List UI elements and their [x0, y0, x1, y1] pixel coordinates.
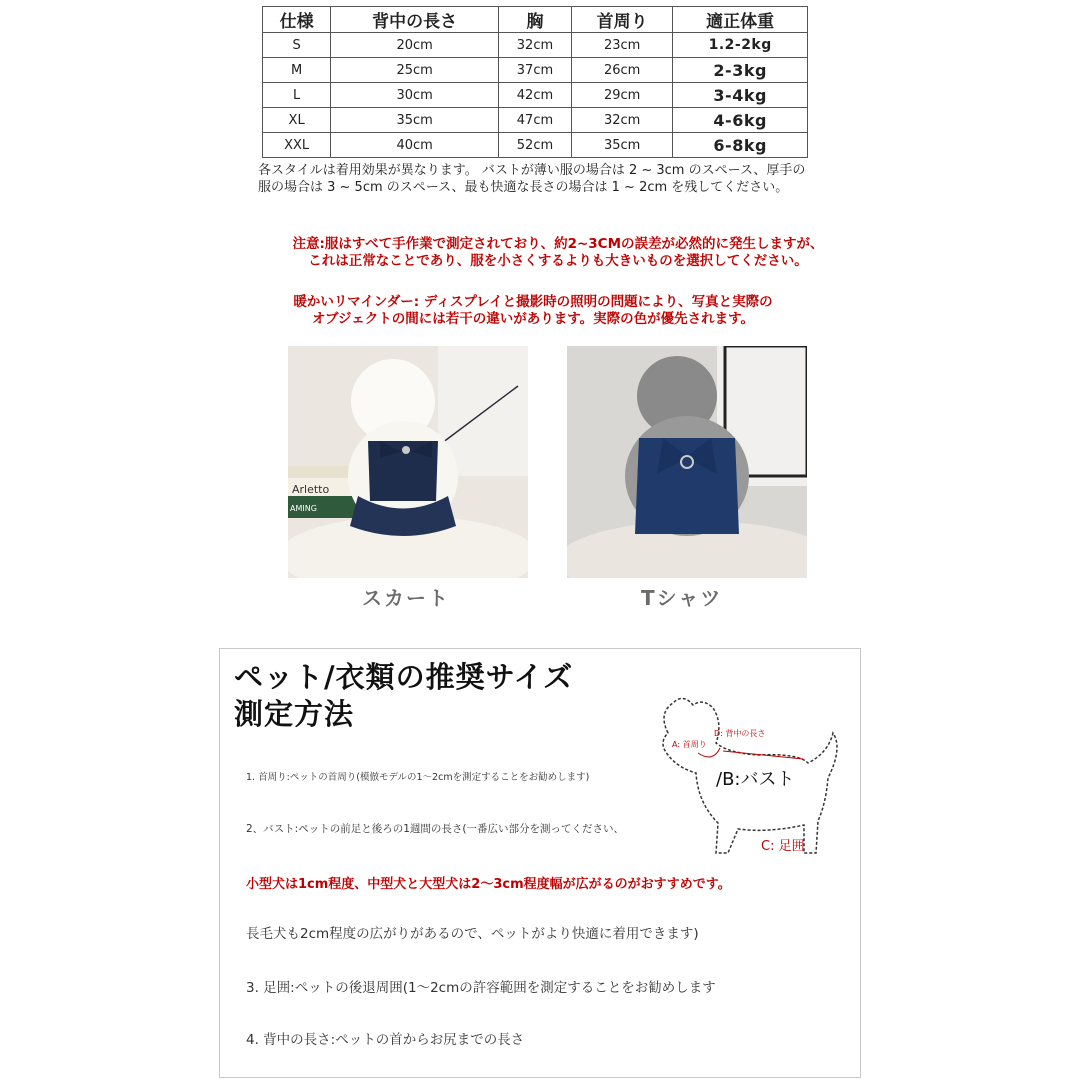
cell-weight: 6-8kg: [673, 133, 808, 158]
cell-weight: 2-3kg: [673, 58, 808, 83]
fit-note: 各スタイルは着用効果が異なります。 バストが薄い服の場合は 2 ~ 3cm のスペース、厚手の服の場合は 3 ~ 5cm のスペース、最も快適な長さの場合は 1 ~ 2cm を残してください。: [258, 163, 806, 195]
tshirt-photo: [567, 346, 807, 578]
cell-neck: 32cm: [571, 108, 672, 133]
guide-line-dog-size: 小型犬は1cm程度、中型犬と大型犬は2～3cm程度幅が広がるのがおすすめです。: [246, 877, 731, 892]
skirt-dog-illustration: [288, 346, 528, 578]
table-row: [263, 133, 808, 158]
handmade-warning-line: これは正常なことであり、服を小さくするよりも大きいものを選択してください。: [308, 253, 808, 269]
cell-neck: 26cm: [571, 58, 672, 83]
diagram-label-leg: C: 足囲: [761, 839, 805, 854]
cell-neck: 35cm: [571, 133, 672, 158]
tshirt-dog-illustration: [567, 346, 807, 578]
book-title-text: Arletto: [292, 483, 330, 496]
cell-weight: 3-4kg: [673, 83, 808, 108]
cell-size: L: [263, 83, 331, 108]
cell-size: XL: [263, 108, 331, 133]
table-row: [263, 83, 808, 108]
cell-back: 40cm: [331, 133, 499, 158]
guide-line-back: 4. 背中の長さ:ペットの首からお尻までの長さ: [246, 1032, 525, 1048]
cell-size: M: [263, 58, 331, 83]
table-row: [263, 108, 808, 133]
diagram-label-bust: /B:バスト: [716, 769, 795, 790]
handmade-warning: [248, 236, 868, 270]
cell-back: 35cm: [331, 108, 499, 133]
guide-line-neck: 1. 首周り:ペットの首周り(模倣モデルの1～2cmを測定することをお勧めします): [246, 772, 590, 783]
size-table: [262, 6, 808, 158]
handmade-warning-line: 注意:服はすべて手作業で測定されており、約2~3CMの誤差が必然的に発生しますが、: [292, 236, 824, 252]
guide-line-long-hair: 長毛犬も2cm程度の広がりがあるので、ペットがより快適に着用できます): [246, 926, 699, 942]
cell-back: 30cm: [331, 83, 499, 108]
diagram-label-neck: A: 首周り: [672, 740, 707, 749]
header-size: 仕様: [263, 7, 331, 33]
header-back-length: 背中の長さ: [331, 7, 499, 33]
color-reminder-line: 暖かいリマインダー: ディスプレイと撮影時の照明の問題により、写真と実際の: [293, 294, 773, 310]
diagram-label-back: D: 背中の長さ: [714, 729, 766, 738]
header-neck: 首周り: [571, 7, 672, 33]
cell-chest: 52cm: [499, 133, 572, 158]
measurement-guide: [219, 648, 861, 1078]
size-table-header: [263, 7, 808, 33]
guide-line-leg: 3. 足囲:ペットの後退周囲(1～2cmの許容範囲を測定することをお勧めします: [246, 980, 716, 996]
header-weight: 適正体重: [673, 7, 808, 33]
cell-neck: 23cm: [571, 33, 672, 58]
table-row: [263, 33, 808, 58]
table-row: [263, 58, 808, 83]
color-reminder-line: オブジェクトの間には若干の違いがあります。実際の色が優先されます。: [311, 311, 755, 327]
color-reminder: [248, 294, 818, 328]
cell-neck: 29cm: [571, 83, 672, 108]
tshirt-caption: Tシャツ: [641, 586, 723, 610]
book-spine-text: AMING: [290, 504, 317, 513]
cell-weight: 4-6kg: [673, 108, 808, 133]
cell-chest: 42cm: [499, 83, 572, 108]
skirt-photo: [288, 346, 528, 578]
skirt-caption: スカート: [362, 586, 450, 610]
cell-chest: 47cm: [499, 108, 572, 133]
header-chest: 胸: [499, 7, 572, 33]
guide-title: ペット/衣類の推奨サイズ測定方法: [234, 660, 574, 731]
cell-size: S: [263, 33, 331, 58]
cell-back: 20cm: [331, 33, 499, 58]
cell-back: 25cm: [331, 58, 499, 83]
cell-weight: 1.2-2kg: [673, 33, 808, 58]
guide-line-bust: 2、バスト:ペットの前足と後ろの1週間の長さ(一番広い部分を測ってください、: [246, 823, 624, 835]
cell-chest: 37cm: [499, 58, 572, 83]
cell-size: XXL: [263, 133, 331, 158]
cell-chest: 32cm: [499, 33, 572, 58]
